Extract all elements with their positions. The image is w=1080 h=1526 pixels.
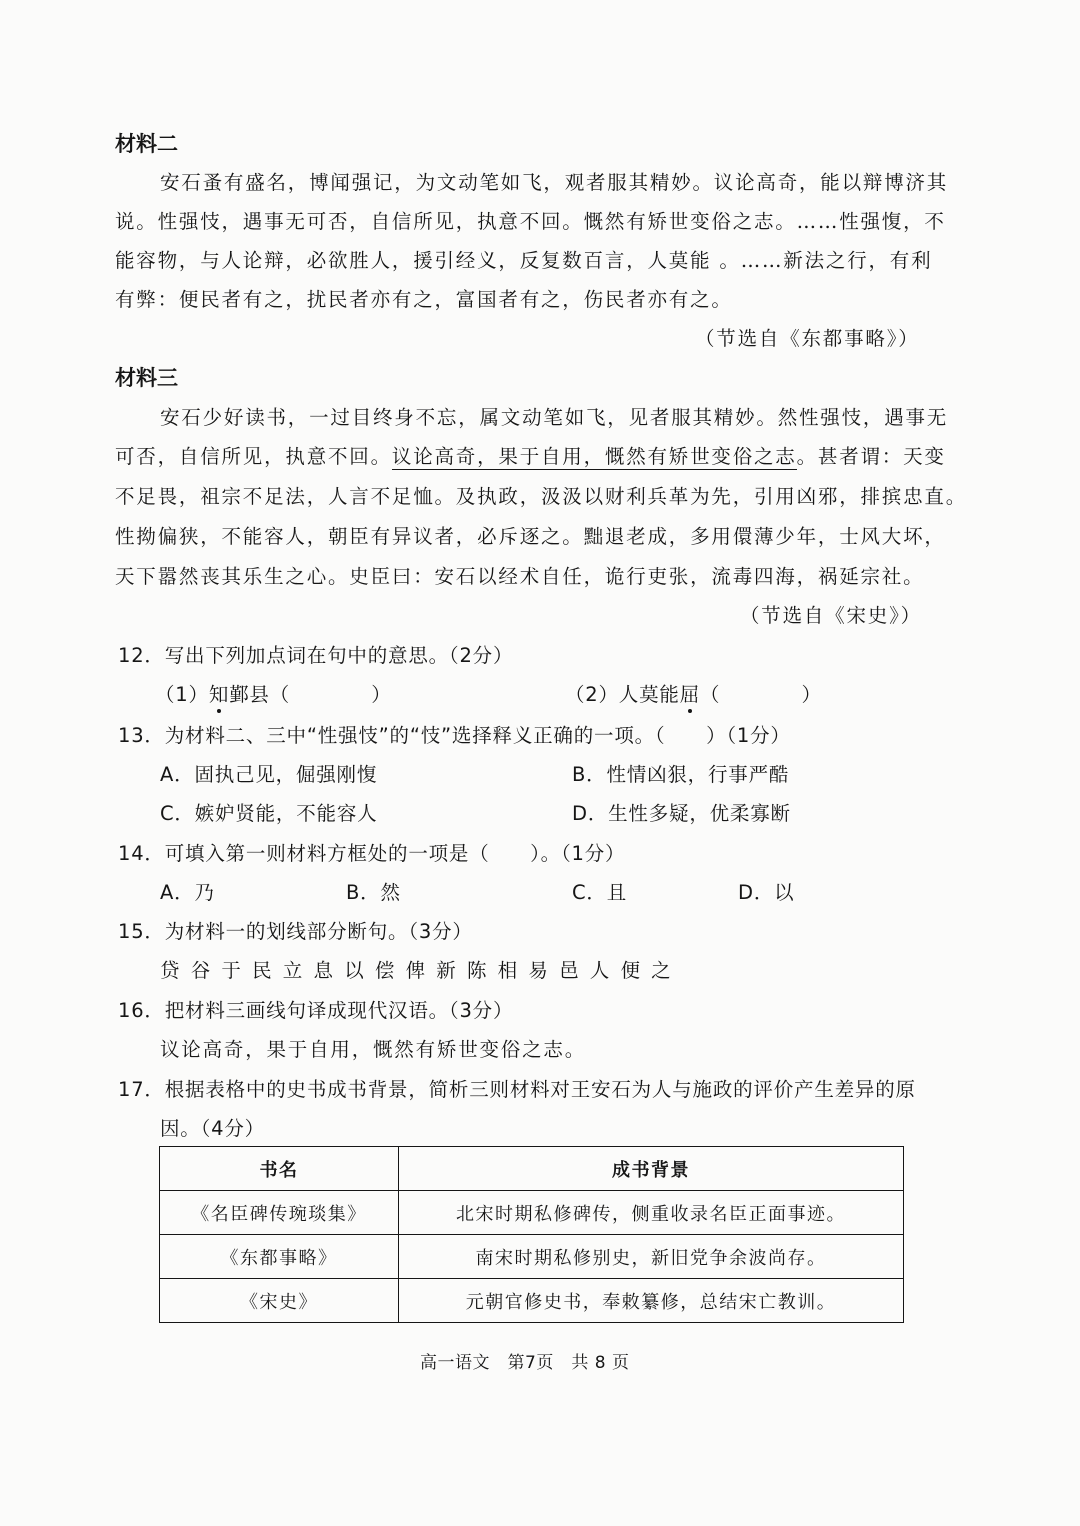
table-cell-book: 《名臣碑传琬琰集》 xyxy=(160,1191,399,1235)
material-three-line-3: 不足畏，祖宗不足法，人言不足恤。及执政，汲汲以财利兵革为先，引用凶邪，排摈忠直。 xyxy=(115,485,968,508)
question-16-text: 议论高奇，果于自用，慨然有矫世变俗之志。 xyxy=(160,1038,587,1061)
question-14-option-d: D．以 xyxy=(738,881,795,904)
material-three-line-2 xyxy=(115,441,946,469)
material-two-heading: 材料二 xyxy=(115,132,178,156)
item-1-prefix: （1） xyxy=(155,683,209,706)
material-three-heading: 材料三 xyxy=(115,366,178,390)
material-three-line-2-start: 可否，自信所见，执意不回。 xyxy=(115,445,392,468)
question-14-option-a: A．乃 xyxy=(160,881,215,904)
table-cell-book: 《东都事略》 xyxy=(160,1235,399,1279)
question-14-option-b: B．然 xyxy=(346,881,401,904)
question-14-stem: 14．可填入第一则材料方框处的一项是（ ）。（1分） xyxy=(118,842,626,865)
question-12-stem: 12．写出下列加点词在句中的意思。（2分） xyxy=(118,644,514,667)
material-three-line-5: 天下嚣然丧其乐生之心。史臣曰：安石以经术自任，诡行吏张，流毒四海，祸延宗社。 xyxy=(115,565,925,588)
question-12-item-1 xyxy=(155,679,392,707)
material-three-source: （节选自《宋史》） xyxy=(740,604,922,627)
table-row xyxy=(160,1191,904,1235)
dotted-word-1: 知 xyxy=(209,679,229,707)
material-two-line-4: 有弊：便民者有之，扰民者亦有之，富国者有之，伤民者亦有之。 xyxy=(115,288,733,311)
question-15-stem: 15．为材料一的划线部分断句。（3分） xyxy=(118,920,473,943)
item-1-suffix: 鄞县（ ） xyxy=(229,683,392,706)
table-row xyxy=(160,1279,904,1323)
table-cell-book: 《宋史》 xyxy=(160,1279,399,1323)
material-two-line-1: 安石蚤有盛名，博闻强记，为文动笔如飞，观者服其精妙。议论高奇，能以辩博济其 xyxy=(160,171,949,194)
question-14-option-c: C．且 xyxy=(572,881,628,904)
material-two-line-2: 说。性强忮，遇事无可否，自信所见，执意不回。慨然有矫世变俗之志。……性强愎，不 xyxy=(115,210,946,233)
table-cell-background: 北宋时期私修碑传，侧重收录名臣正面事迹。 xyxy=(399,1191,904,1235)
table-header-background: 成书背景 xyxy=(399,1147,904,1191)
material-three-line-4: 性拗偏狭，不能容人，朝臣有异议者，必斥逐之。黜退老成，多用儇薄少年，士风大坏， xyxy=(115,525,946,548)
question-12-item-2 xyxy=(565,679,822,707)
dotted-word-2: 屈 xyxy=(680,679,700,707)
material-three-line-2-end: 。甚者谓：天变 xyxy=(796,445,946,468)
table-cell-background: 元朝官修史书，奉敕纂修，总结宋亡教训。 xyxy=(399,1279,904,1323)
table-row xyxy=(160,1235,904,1279)
material-two-line-3: 能容物，与人论辩，必欲胜人，援引经义，反复数百言，人莫能 。……新法之行，有利 xyxy=(115,249,933,272)
question-13-stem: 13．为材料二、三中“性强忮”的“忮”选择释义正确的一项。（ ）（1分） xyxy=(118,724,791,747)
question-16-stem: 16．把材料三画线句译成现代汉语。（3分） xyxy=(118,999,514,1022)
question-15-text: 贷 谷 于 民 立 息 以 偿 俾 新 陈 相 易 邑 人 便 之 xyxy=(160,959,674,982)
question-17-stem-line-2: 因。（4分） xyxy=(160,1117,265,1140)
question-13-option-d: D．生性多疑，优柔寡断 xyxy=(572,802,791,825)
material-two-source: （节选自《东都事略》） xyxy=(695,327,920,350)
item-2-prefix: （2）人莫能 xyxy=(565,683,680,706)
underlined-sentence: 议论高奇，果于自用，慨然有矫世变俗之志 xyxy=(391,445,797,468)
background-table xyxy=(159,1146,904,1323)
item-2-suffix: （ ） xyxy=(700,683,822,706)
material-three-line-1: 安石少好读书，一过目终身不忘，属文动笔如飞，见者服其精妙。然性强忮，遇事无 xyxy=(160,406,949,429)
question-13-option-c: C．嫉妒贤能，不能容人 xyxy=(160,802,378,825)
table-header-book: 书名 xyxy=(160,1147,399,1191)
question-17-stem-line-1: 17．根据表格中的史书成书背景，简析三则材料对王安石为人与施政的评价产生差异的原 xyxy=(118,1078,916,1101)
question-13-option-b: B．性情凶狠，行事严酷 xyxy=(572,763,790,786)
page-footer: 高一语文 第7页 共 8 页 xyxy=(420,1353,630,1373)
question-13-option-a: A．固执己见，倔强刚愎 xyxy=(160,763,378,786)
table-header-row xyxy=(160,1147,904,1191)
table-cell-background: 南宋时期私修别史，新旧党争余波尚存。 xyxy=(399,1235,904,1279)
